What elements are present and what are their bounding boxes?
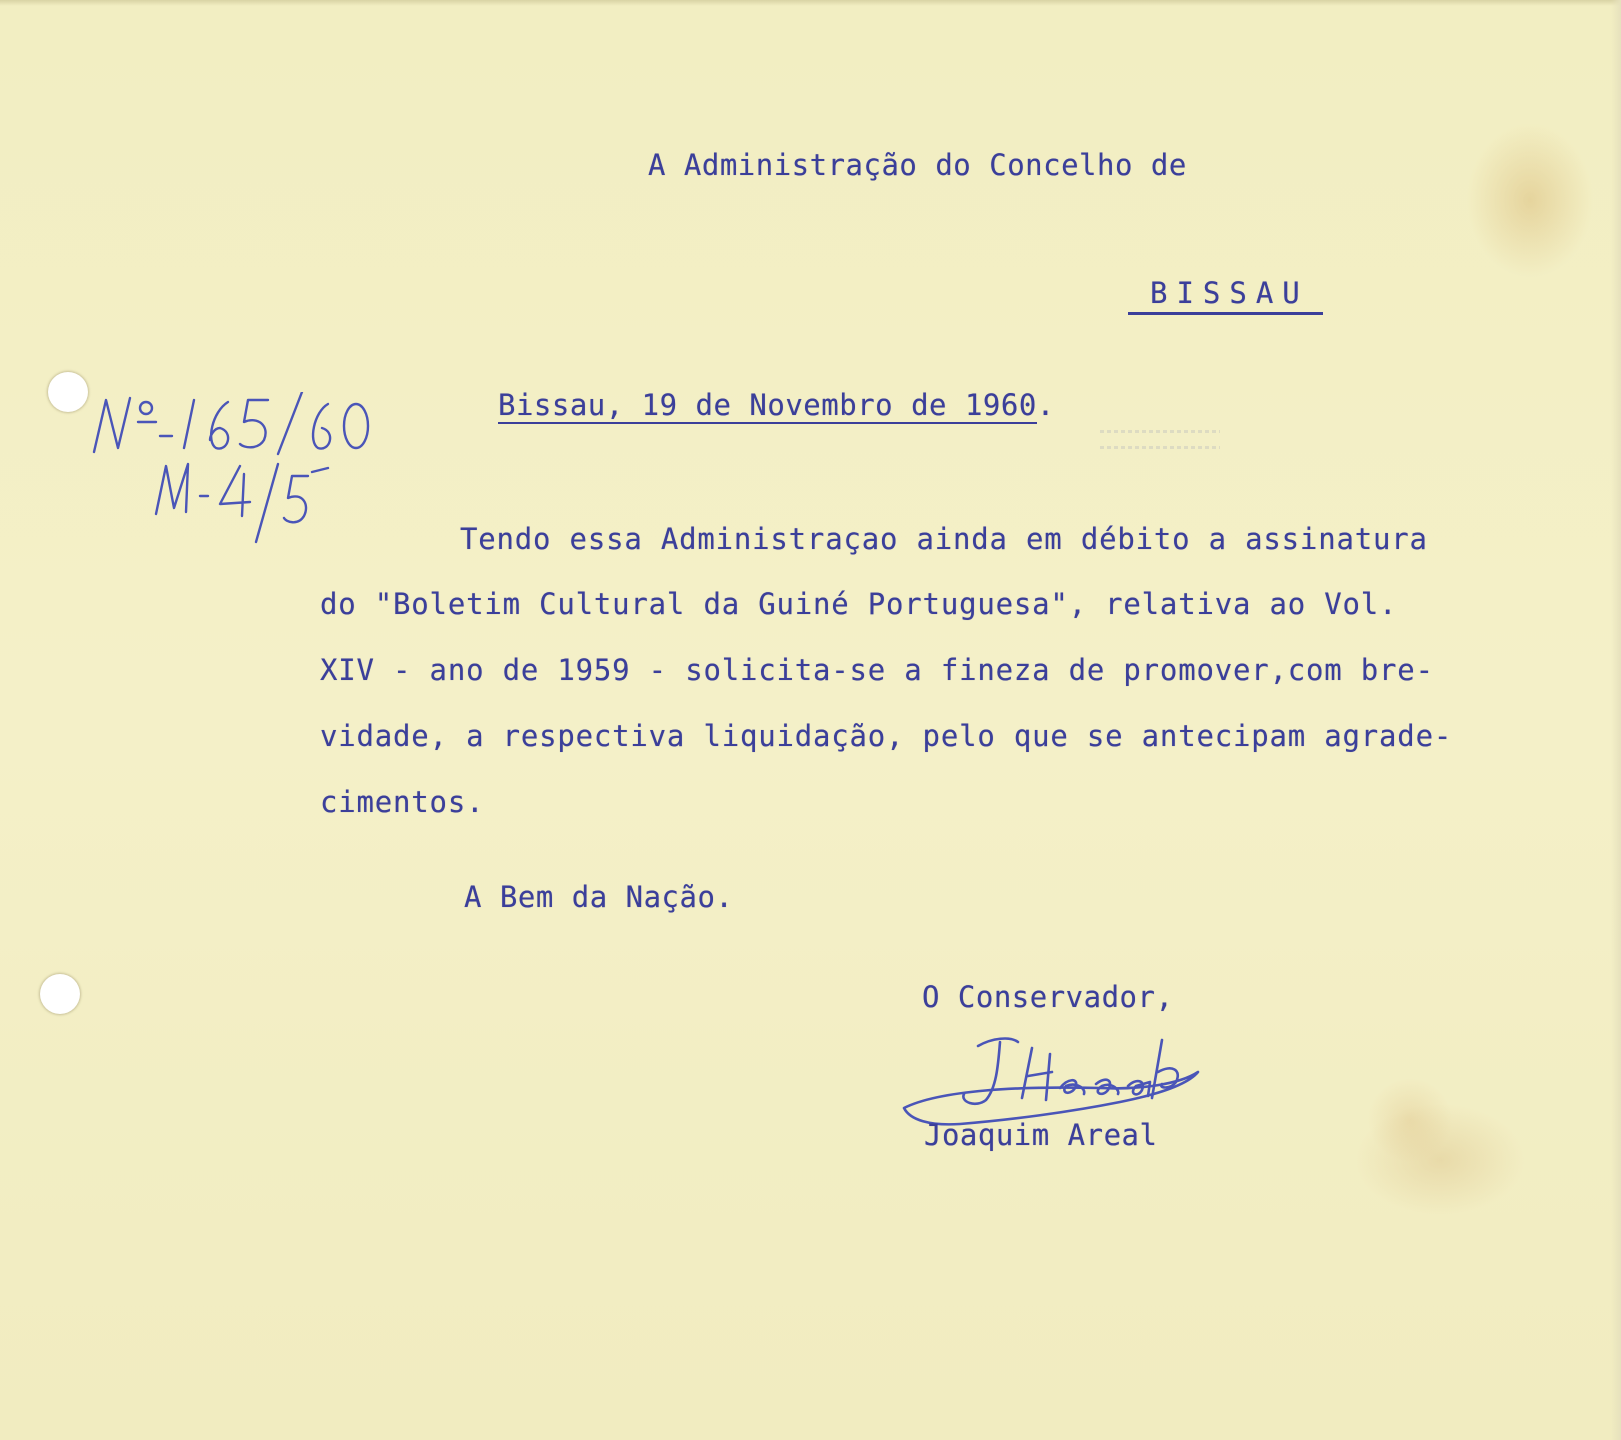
date-period: .	[1036, 388, 1055, 422]
date-text: Bissau, 19 de Novembro de 1960	[498, 388, 1037, 422]
addressee-line: A Administração do Concelho de	[648, 148, 1187, 182]
faint-mark	[1100, 446, 1220, 449]
paper-edge-top	[0, 0, 1621, 6]
signatory-role: O Conservador,	[922, 980, 1174, 1014]
body-line-4: vidade, a respectiva liquidação, pelo que se antecipam agrade-	[320, 719, 1453, 753]
body-line-2: do "Boletim Cultural da Guiné Portuguesa", relativa ao Vol.	[320, 587, 1398, 621]
city-heading: BISSAU	[1128, 276, 1323, 315]
signatory-name: Joaquim Areal	[924, 1118, 1158, 1152]
punch-hole-bottom	[40, 974, 80, 1014]
date-line	[498, 388, 1055, 422]
faint-mark	[1100, 430, 1220, 433]
handwritten-reference	[80, 392, 400, 562]
closing-salutation: A Bem da Nação.	[464, 880, 734, 914]
body-line-5: cimentos.	[320, 785, 485, 819]
paper-edge-right	[1611, 0, 1621, 1440]
body-line-3: XIV - ano de 1959 - solicita-se a fineza de promover,com bre-	[320, 653, 1434, 687]
body-line-1: Tendo essa Administraçao ainda em débito a assinatura	[460, 522, 1428, 556]
